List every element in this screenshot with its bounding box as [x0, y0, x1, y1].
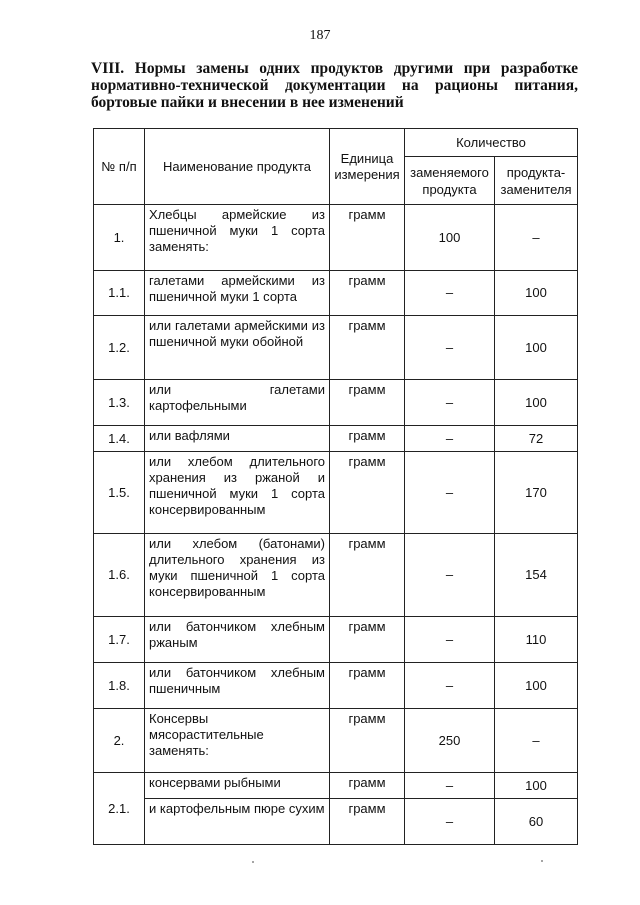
header-quantity: Количество	[405, 129, 578, 157]
table-row	[94, 271, 578, 316]
unit-cell: грамм	[330, 663, 405, 709]
unit-cell: грамм	[330, 617, 405, 663]
product-name: Хлебцы армейские из пшеничной муки 1 сорта заменять:	[145, 205, 330, 271]
replaced-quantity: –	[405, 617, 495, 663]
table-row	[94, 205, 578, 271]
product-name: и картофельным пюре сухим	[145, 799, 330, 845]
unit-cell: грамм	[330, 380, 405, 426]
substitute-quantity: 170	[495, 452, 578, 534]
table-row	[94, 316, 578, 380]
row-number: 1.6.	[94, 534, 145, 617]
table-row	[94, 709, 578, 773]
replaced-quantity: –	[405, 316, 495, 380]
substitute-quantity: 110	[495, 617, 578, 663]
unit-cell: грамм	[330, 773, 405, 799]
substitute-quantity: –	[495, 709, 578, 773]
header-substitute: продукта-заменителя	[495, 157, 578, 205]
unit-cell: грамм	[330, 799, 405, 845]
header-num: № п/п	[94, 129, 145, 205]
product-name: или батончиком хлебным ржаным	[145, 617, 330, 663]
table-row	[94, 773, 578, 799]
page-number: 187	[309, 28, 331, 43]
replaced-quantity: –	[405, 773, 495, 799]
replaced-quantity: –	[405, 380, 495, 426]
scan-speck	[541, 860, 543, 862]
table-row	[94, 452, 578, 534]
row-number: 1.4.	[94, 426, 145, 452]
product-name: консервами рыбными	[145, 773, 330, 799]
unit-cell: грамм	[330, 534, 405, 617]
substitution-norms-table	[93, 128, 578, 845]
product-name: или галетами картофельными	[145, 380, 330, 426]
replaced-quantity: –	[405, 663, 495, 709]
row-number: 1.2.	[94, 316, 145, 380]
substitute-quantity: 100	[495, 663, 578, 709]
table-row	[94, 426, 578, 452]
row-number: 1.7.	[94, 617, 145, 663]
product-name: или галетами армейскими из пшеничной муки обойной	[145, 316, 330, 380]
table-row	[94, 380, 578, 426]
substitute-quantity: 100	[495, 380, 578, 426]
unit-cell: грамм	[330, 271, 405, 316]
unit-cell: грамм	[330, 709, 405, 773]
row-number: 1.3.	[94, 380, 145, 426]
replaced-quantity: –	[405, 534, 495, 617]
replaced-quantity: –	[405, 452, 495, 534]
replaced-quantity: 100	[405, 205, 495, 271]
row-number: 2.	[94, 709, 145, 773]
product-name: или вафлями	[145, 426, 330, 452]
row-number: 1.8.	[94, 663, 145, 709]
substitute-quantity: 100	[495, 316, 578, 380]
unit-cell: грамм	[330, 426, 405, 452]
table-row	[94, 617, 578, 663]
unit-cell: грамм	[330, 452, 405, 534]
replaced-quantity: –	[405, 271, 495, 316]
unit-cell: грамм	[330, 316, 405, 380]
scan-speck	[252, 861, 254, 863]
replaced-quantity: –	[405, 799, 495, 845]
substitute-quantity: 100	[495, 773, 578, 799]
section-title: VIII. Нормы замены одних продуктов другими при разработке нормативно-технической документации на рационы питания, бортовые пайки и внесении в нее изменений	[91, 60, 578, 111]
row-number: 2.1.	[94, 773, 145, 845]
table-row	[94, 663, 578, 709]
row-number: 1.5.	[94, 452, 145, 534]
product-name: или хлебом длительного хранения из ржаной и пшеничной муки 1 сорта консервированным	[145, 452, 330, 534]
product-name: или батончиком хлебным пшеничным	[145, 663, 330, 709]
substitute-quantity: 154	[495, 534, 578, 617]
header-replaced: заменяемого продукта	[405, 157, 495, 205]
replaced-quantity: 250	[405, 709, 495, 773]
row-number: 1.	[94, 205, 145, 271]
product-name: галетами армейскими из пшеничной муки 1 сорта	[145, 271, 330, 316]
row-number: 1.1.	[94, 271, 145, 316]
substitute-quantity: –	[495, 205, 578, 271]
substitute-quantity: 100	[495, 271, 578, 316]
header-name: Наименование продукта	[145, 129, 330, 205]
table-row	[94, 534, 578, 617]
header-unit: Единица измерения	[330, 129, 405, 205]
substitute-quantity: 72	[495, 426, 578, 452]
table-row	[94, 799, 578, 845]
unit-cell: грамм	[330, 205, 405, 271]
replaced-quantity: –	[405, 426, 495, 452]
product-name: или хлебом (батонами) длительного хранения из муки пшеничной 1 сорта консервированным	[145, 534, 330, 617]
product-name: Консервы мясорастительные заменять:	[145, 709, 330, 773]
substitute-quantity: 60	[495, 799, 578, 845]
